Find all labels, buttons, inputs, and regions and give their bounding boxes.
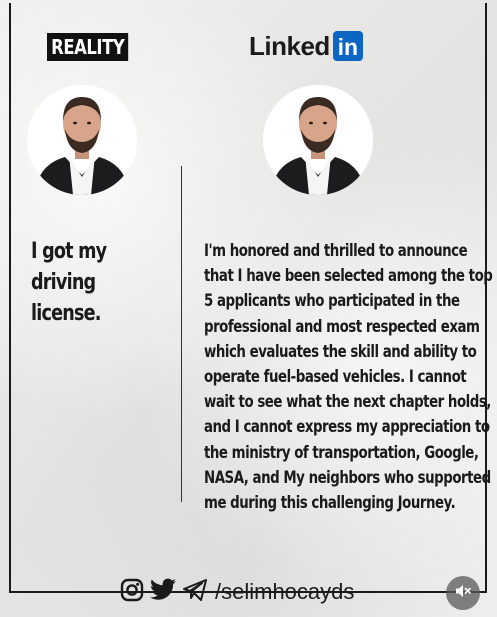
reality-text-line: license. <box>31 301 101 326</box>
linkedin-text-line: the ministry of transportation, Google, <box>204 442 479 462</box>
linkedin-logo <box>249 30 363 62</box>
avatar-right <box>263 85 373 195</box>
footer-social <box>120 577 354 607</box>
linkedin-logo-in: in <box>333 31 363 61</box>
footer <box>0 574 497 608</box>
reality-text-line: I got my driving <box>31 239 107 295</box>
linkedin-text-line: professional and most respected exam <box>204 316 480 336</box>
column-divider <box>181 166 182 502</box>
linkedin-logo-word: Linked <box>249 30 330 61</box>
linkedin-text-line: operate fuel-based vehicles. I cannot <box>204 367 467 387</box>
twitter-icon <box>149 578 177 607</box>
linkedin-text-line: wait to see what the next chapter holds, <box>204 392 491 412</box>
reality-badge: REALITY <box>47 33 128 61</box>
reality-text <box>31 236 167 329</box>
mute-button[interactable] <box>446 576 480 610</box>
linkedin-text-line: which evaluates the skill and ability to <box>204 341 477 361</box>
linkedin-text-line: that I have been selected among the top <box>204 266 493 286</box>
telegram-icon <box>182 578 208 607</box>
linkedin-text-line: 5 applicants who participated in the <box>204 291 460 311</box>
linkedin-text-line: NASA, and My neighbors who supported <box>204 467 491 487</box>
avatar-left <box>27 85 137 195</box>
speaker-muted-icon <box>454 582 472 605</box>
linkedin-text-line: and I cannot express my appreciation to <box>204 417 490 437</box>
social-handle: /selimhocayds <box>215 579 355 604</box>
linkedin-text-line: I'm honored and thrilled to announce <box>204 241 468 260</box>
instagram-icon <box>120 578 144 607</box>
linkedin-text <box>204 238 493 515</box>
linkedin-text-line: me during this challenging Journey. <box>204 493 456 513</box>
footer-rule-left <box>9 591 113 593</box>
